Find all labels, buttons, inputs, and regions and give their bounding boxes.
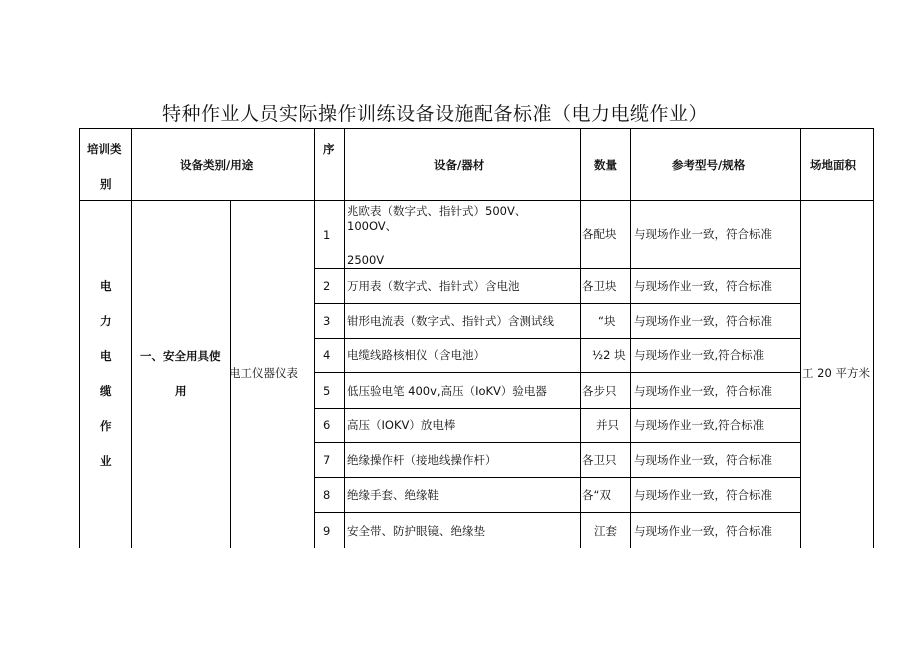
row-divider <box>314 512 800 513</box>
category-char: 电 <box>100 349 112 363</box>
column-divider <box>630 128 631 548</box>
row-equipment-name: 电缆线路核相仪（含电池） <box>347 348 485 362</box>
header-training-category-1: 培训类 <box>87 142 122 156</box>
header-bottom-border <box>79 200 874 201</box>
row-reference-model: 与现场作业一致，符合标准 <box>634 453 772 467</box>
row-equipment-name: 钳形电流表（数字式、指针式）含测试线 <box>347 314 554 328</box>
row-divider <box>314 372 800 373</box>
row-divider <box>314 338 800 339</box>
document-title: 特种作业人员实际操作训练设备设施配备标准（电力电缆作业） <box>162 103 709 125</box>
row-reference-model: 与现场作业一致，符合标准 <box>634 279 772 293</box>
row-equipment-name: 低压验电笔 400v,高压（IoKV）验电器 <box>347 384 547 398</box>
row-seq: 6 <box>323 418 331 432</box>
row-quantity: 并只 <box>596 418 619 432</box>
header-site-area: 场地面积 <box>810 158 856 172</box>
row-seq: 5 <box>323 384 331 398</box>
category-char: 业 <box>100 454 112 468</box>
row-quantity: “块 <box>598 314 616 328</box>
row-reference-model: 与现场作业一致，符合标准 <box>634 384 772 398</box>
row-seq: 9 <box>323 524 331 538</box>
category-char: 作 <box>100 419 112 433</box>
row-seq: 8 <box>323 488 331 502</box>
row-quantity: 各配块 <box>582 227 617 241</box>
row-equipment-name: 绝缘手套、绝缘鞋 <box>347 488 439 502</box>
row-quantity: 各“双 <box>582 488 611 502</box>
row-divider <box>314 477 800 478</box>
row-divider <box>314 442 800 443</box>
table-right-border <box>873 128 874 548</box>
column-divider <box>314 128 315 548</box>
row-equipment-name: 100OV、 <box>347 219 398 233</box>
header-reference-model: 参考型号/规格 <box>672 158 746 172</box>
group-label-line-1: 一、安全用具使 <box>140 349 221 363</box>
table-top-border <box>79 128 874 129</box>
row-reference-model: 与现场作业一致,符合标准 <box>634 348 765 362</box>
row-equipment-name: 万用表（数字式、指针式）含电池 <box>347 279 520 293</box>
row-reference-model: 与现场作业一致,符合标准 <box>634 418 765 432</box>
row-seq: 4 <box>323 348 331 362</box>
column-divider <box>344 128 345 548</box>
group-label-line-2: 用 <box>175 384 187 398</box>
row-quantity: 江套 <box>594 524 617 538</box>
category-char: 电 <box>100 279 112 293</box>
table-left-border <box>79 128 80 548</box>
row-equipment-name: 绝缘操作杆（接地线操作杆） <box>347 453 497 467</box>
row-seq: 1 <box>323 228 331 242</box>
category-char: 缆 <box>100 384 112 398</box>
row-quantity: 各卫只 <box>582 453 617 467</box>
category-char: 力 <box>100 314 112 328</box>
header-quantity: 数量 <box>594 158 617 172</box>
header-seq: 序 <box>323 142 335 156</box>
row-quantity: ½2 块 <box>592 348 626 362</box>
site-area-value: 工 20 平方米 <box>802 366 870 380</box>
row-divider <box>314 408 800 409</box>
column-divider <box>580 128 581 548</box>
row-reference-model: 与现场作业一致，符合标准 <box>634 488 772 502</box>
row-seq: 3 <box>323 314 331 328</box>
header-equipment-category: 设备类别/用途 <box>180 158 254 172</box>
row-quantity: 各步只 <box>582 384 617 398</box>
row-equipment-name: 安全带、防护眼镜、绝缘垫 <box>347 524 485 538</box>
header-equipment: 设备/器材 <box>434 158 485 172</box>
row-reference-model: 与现场作业一致，符合标准 <box>634 524 772 538</box>
row-reference-model: 与现场作业一致，符合标准 <box>634 314 772 328</box>
row-equipment-name: 兆欧表（数字式、指针式）500V、 <box>347 204 527 218</box>
column-divider <box>800 128 801 548</box>
header-training-category-2: 别 <box>100 177 112 191</box>
subgroup-label: 电工仪器仪表 <box>229 366 298 380</box>
row-seq: 7 <box>323 453 331 467</box>
row-seq: 2 <box>323 279 331 293</box>
column-divider <box>131 128 132 548</box>
row-equipment-name: 2500V <box>347 253 385 267</box>
row-equipment-name: 高压（IOKV）放电棒 <box>347 418 456 432</box>
row-divider <box>314 268 800 269</box>
row-reference-model: 与现场作业一致，符合标准 <box>634 227 772 241</box>
row-divider <box>314 303 800 304</box>
row-quantity: 各卫块 <box>582 279 617 293</box>
